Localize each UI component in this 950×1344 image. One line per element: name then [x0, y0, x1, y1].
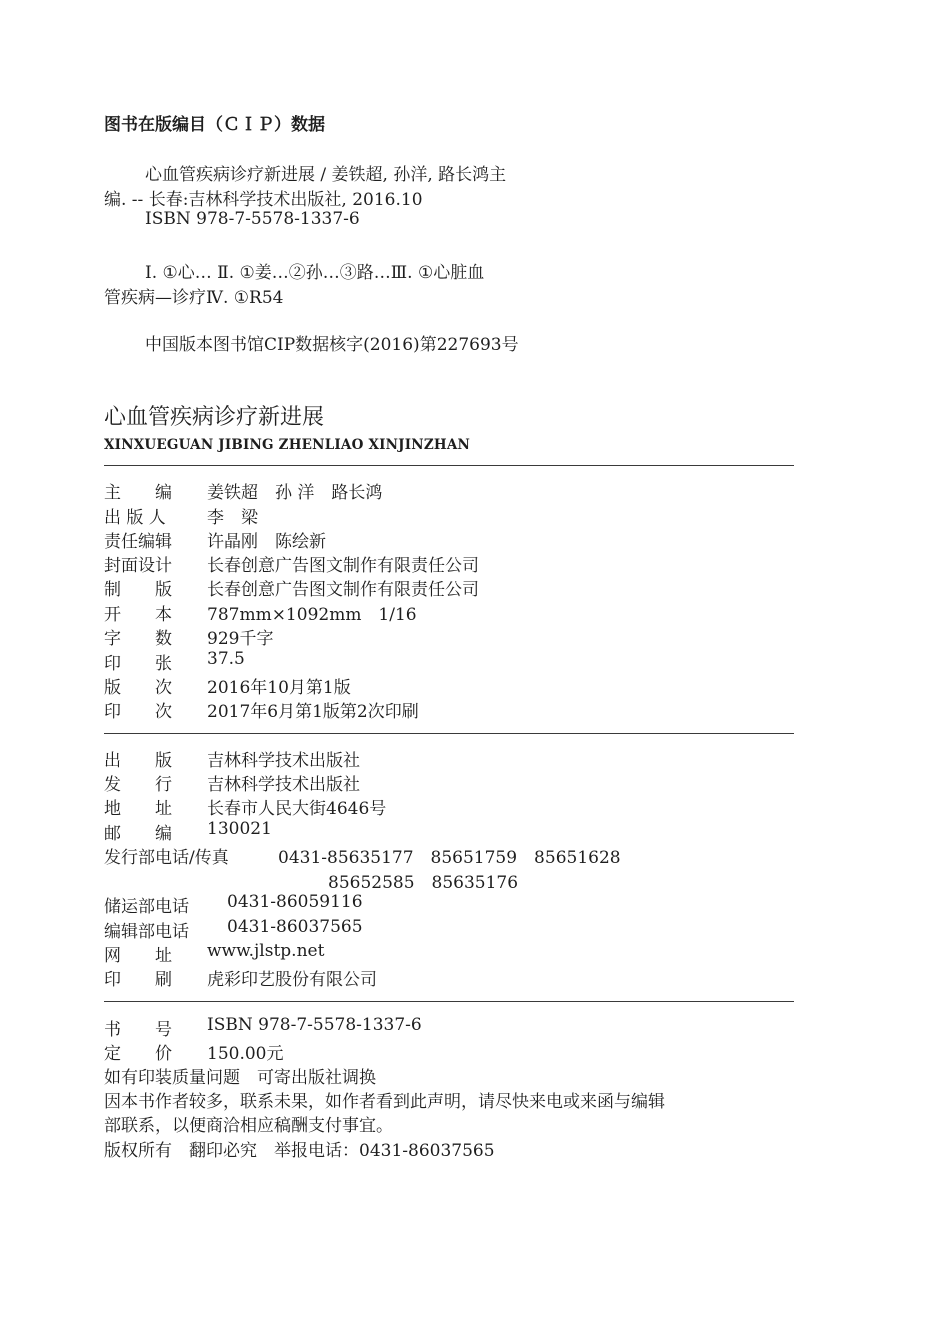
publish-value: 吉林科学技术出版社 — [207, 751, 360, 771]
copyright-notice-line-2: 部联系，以便商洽相应稿酬支付事宜。 — [104, 1116, 393, 1136]
price-label: 定 价 — [104, 1044, 172, 1064]
issue-value: 吉林科学技术出版社 — [207, 775, 360, 795]
storage-phone-label: 储运部电话 — [104, 897, 189, 917]
rights-reserved: 版权所有 翻印必究 举报电话：0431-86037565 — [104, 1141, 495, 1161]
credit-label: 主 编 — [104, 483, 172, 503]
publish-label: 出 版 — [104, 751, 172, 771]
cip-line-1: 心血管疾病诊疗新进展 / 姜铁超, 孙洋, 路长鸿主 — [145, 165, 507, 185]
credit-value: 长春创意广告图文制作有限责任公司 — [207, 556, 479, 576]
cip-line-2: 编. -- 长春:吉林科学技术出版社, 2016.10 — [104, 190, 423, 210]
cip-line-4: Ⅰ. ①心… Ⅱ. ①姜…②孙…③路…Ⅲ. ①心脏血 — [145, 263, 485, 283]
credit-label: 责任编辑 — [104, 532, 172, 552]
quality-notice: 如有印装质量问题 可寄出版社调换 — [104, 1068, 376, 1088]
credit-value: 787mm×1092mm 1/16 — [207, 605, 417, 625]
divider-1 — [104, 465, 794, 466]
credit-value: 37.5 — [207, 649, 245, 669]
divider-2 — [104, 733, 794, 734]
storage-phone-value: 0431-86059116 — [227, 892, 363, 912]
credit-value: 长春创意广告图文制作有限责任公司 — [207, 580, 479, 600]
sales-phone-value-2: 85652585 85635176 — [328, 873, 519, 893]
cip-heading: 图书在版编目（ＣＩＰ）数据 — [104, 115, 325, 135]
divider-3 — [104, 1001, 794, 1002]
isbn-label: 书 号 — [104, 1020, 172, 1040]
credit-label: 印 张 — [104, 654, 172, 674]
postcode-value: 130021 — [207, 819, 272, 839]
website-value: www.jlstp.net — [207, 941, 325, 961]
book-title-pinyin: XINXUEGUAN JIBING ZHENLIAO XINJINZHAN — [104, 437, 471, 453]
printer-label: 印 刷 — [104, 970, 172, 990]
isbn-value: ISBN 978-7-5578-1337-6 — [207, 1015, 422, 1035]
address-label: 地 址 — [104, 799, 172, 819]
credit-label: 封面设计 — [104, 556, 172, 576]
issue-label: 发 行 — [104, 775, 172, 795]
printer-value: 虎彩印艺股份有限公司 — [207, 970, 377, 990]
credit-label: 出 版 人 — [104, 508, 166, 528]
sales-phone-value: 0431-85635177 85651759 85651628 — [278, 848, 621, 868]
cip-line-5: 管疾病—诊疗Ⅳ. ①R54 — [104, 288, 284, 308]
postcode-label: 邮 编 — [104, 824, 172, 844]
credit-label: 制 版 — [104, 580, 172, 600]
editorial-phone-value: 0431-86037565 — [227, 917, 363, 937]
sales-phone-label: 发行部电话/传真 — [104, 848, 229, 868]
credit-label: 字 数 — [104, 629, 172, 649]
editorial-phone-label: 编辑部电话 — [104, 922, 189, 942]
credit-value: 929千字 — [207, 629, 274, 649]
credit-value: 许晶刚 陈绘新 — [207, 532, 326, 552]
credit-label: 版 次 — [104, 678, 172, 698]
credit-label: 开 本 — [104, 605, 172, 625]
book-title: 心血管疾病诊疗新进展 — [104, 405, 325, 430]
credit-value: 姜铁超 孙 洋 路长鸿 — [207, 483, 383, 503]
price-value: 150.00元 — [207, 1044, 284, 1064]
cip-record-number: 中国版本图书馆CIP数据核字(2016)第227693号 — [145, 335, 519, 355]
credit-label: 印 次 — [104, 702, 172, 722]
address-value: 长春市人民大街4646号 — [207, 799, 387, 819]
website-label: 网 址 — [104, 946, 172, 966]
credit-value: 2016年10月第1版 — [207, 678, 351, 698]
cip-isbn: ISBN 978-7-5578-1337-6 — [145, 209, 360, 229]
copyright-notice-line-1: 因本书作者较多，联系未果，如作者看到此声明，请尽快来电或来函与编辑 — [104, 1092, 665, 1112]
credit-value: 2017年6月第1版第2次印刷 — [207, 702, 419, 722]
credit-value: 李 梁 — [207, 508, 258, 528]
